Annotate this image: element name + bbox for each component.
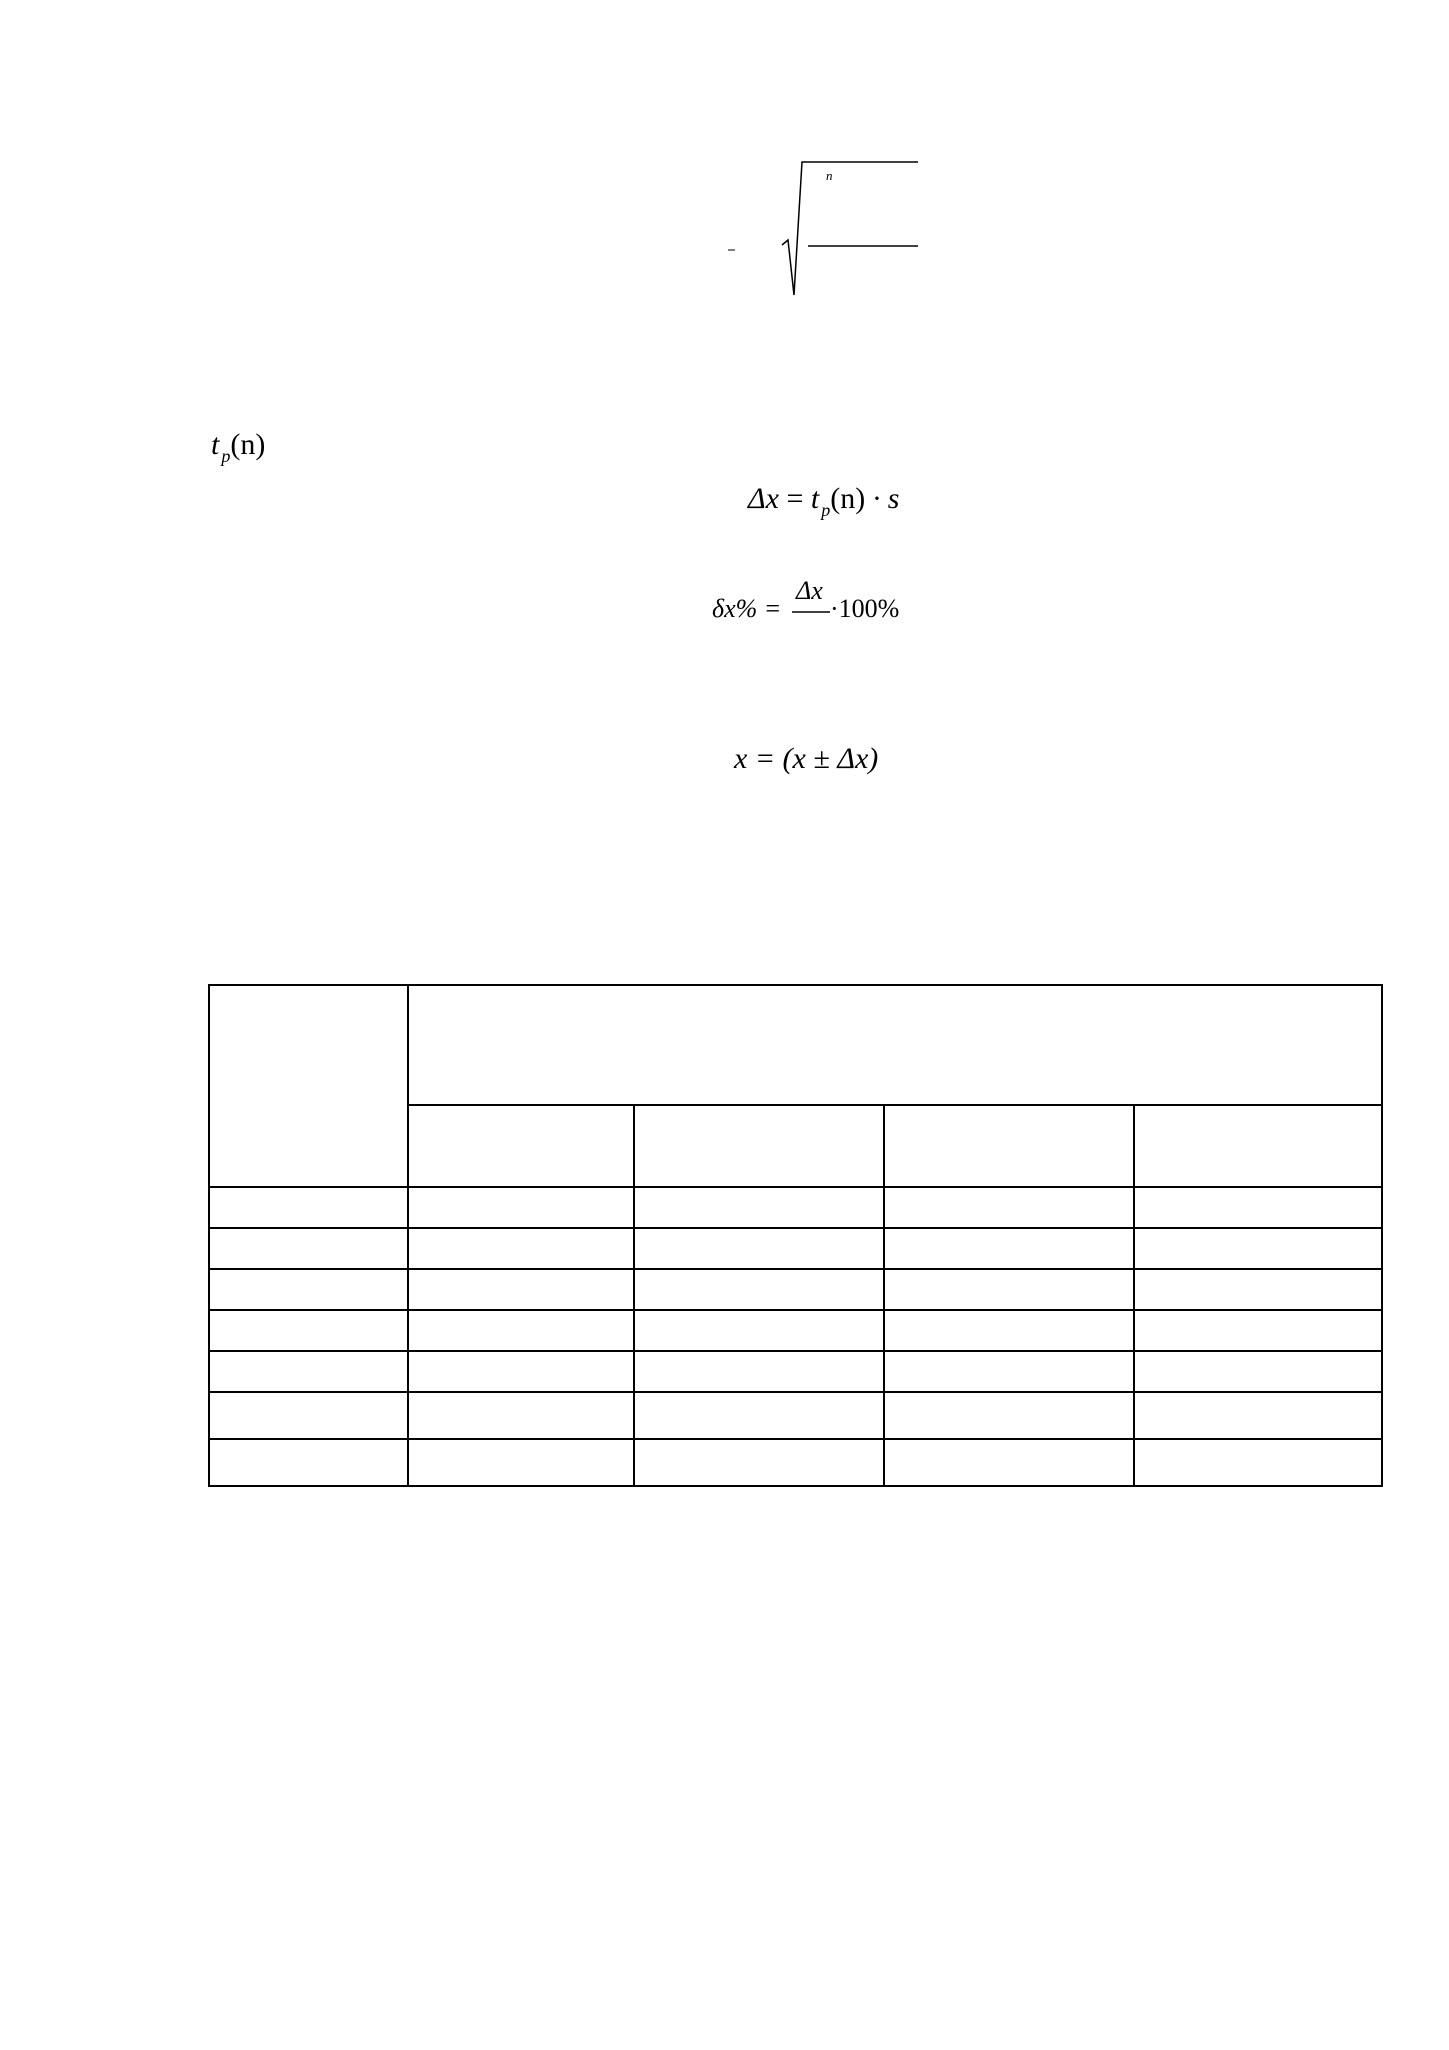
delta-x-formula: Δx = t $_p$(n) · s <box>748 482 900 521</box>
table-header-cell <box>1134 1105 1382 1187</box>
table-row <box>209 1310 1382 1351</box>
table-cell <box>209 1269 408 1310</box>
sqrt-upper-index: n <box>826 168 833 183</box>
table-cell <box>1134 1269 1382 1310</box>
table-cell <box>634 1228 884 1269</box>
table-cell <box>884 1269 1134 1310</box>
table-cell <box>884 1228 1134 1269</box>
table-row <box>209 1439 1382 1486</box>
relative-error-formula: δx% = <box>712 594 782 623</box>
table-cell <box>884 1310 1134 1351</box>
table-row <box>209 1269 1382 1310</box>
table-cell <box>634 1187 884 1228</box>
table-cell <box>209 1439 408 1486</box>
table-row <box>209 1392 1382 1439</box>
table-cell <box>408 1439 634 1486</box>
table-cell <box>408 1269 634 1310</box>
table-cell <box>408 1392 634 1439</box>
result-formula: x = (x ± Δx) <box>734 742 879 775</box>
table-cell <box>634 1392 884 1439</box>
table-cell <box>634 1439 884 1486</box>
table-cell <box>634 1310 884 1351</box>
table-cell <box>1134 1392 1382 1439</box>
table-cell <box>634 1269 884 1310</box>
table-cell <box>884 1351 1134 1392</box>
table-row <box>209 1351 1382 1392</box>
table-header-cell <box>634 1105 884 1187</box>
table-header-cell <box>884 1105 1134 1187</box>
tp-n-label: t $_p$(n) <box>211 428 266 467</box>
data-table <box>208 984 1383 1487</box>
table-header-cell <box>408 1105 634 1187</box>
relative-error-numerator: Δx <box>796 576 823 605</box>
sqrt-formula <box>720 150 920 300</box>
table-cell <box>1134 1187 1382 1228</box>
table-cell <box>209 1351 408 1392</box>
table-cell <box>209 1392 408 1439</box>
table-header-cell <box>209 985 408 1187</box>
table-cell <box>1134 1310 1382 1351</box>
table-header-cell <box>408 985 1382 1105</box>
table-cell <box>884 1439 1134 1486</box>
table-cell <box>209 1310 408 1351</box>
table-cell <box>884 1392 1134 1439</box>
fraction-bar <box>792 610 830 614</box>
table-header-row <box>209 985 1382 1105</box>
table-cell <box>1134 1228 1382 1269</box>
table-row <box>209 1187 1382 1228</box>
table-cell <box>884 1187 1134 1228</box>
table-cell <box>634 1351 884 1392</box>
table-cell <box>408 1310 634 1351</box>
table-cell <box>408 1228 634 1269</box>
table-cell <box>1134 1439 1382 1486</box>
table-cell <box>209 1228 408 1269</box>
table-row <box>209 1228 1382 1269</box>
table-cell <box>209 1187 408 1228</box>
table-cell <box>408 1187 634 1228</box>
relative-error-rest: ·100% <box>830 594 900 623</box>
table-cell <box>1134 1351 1382 1392</box>
table-cell <box>408 1351 634 1392</box>
